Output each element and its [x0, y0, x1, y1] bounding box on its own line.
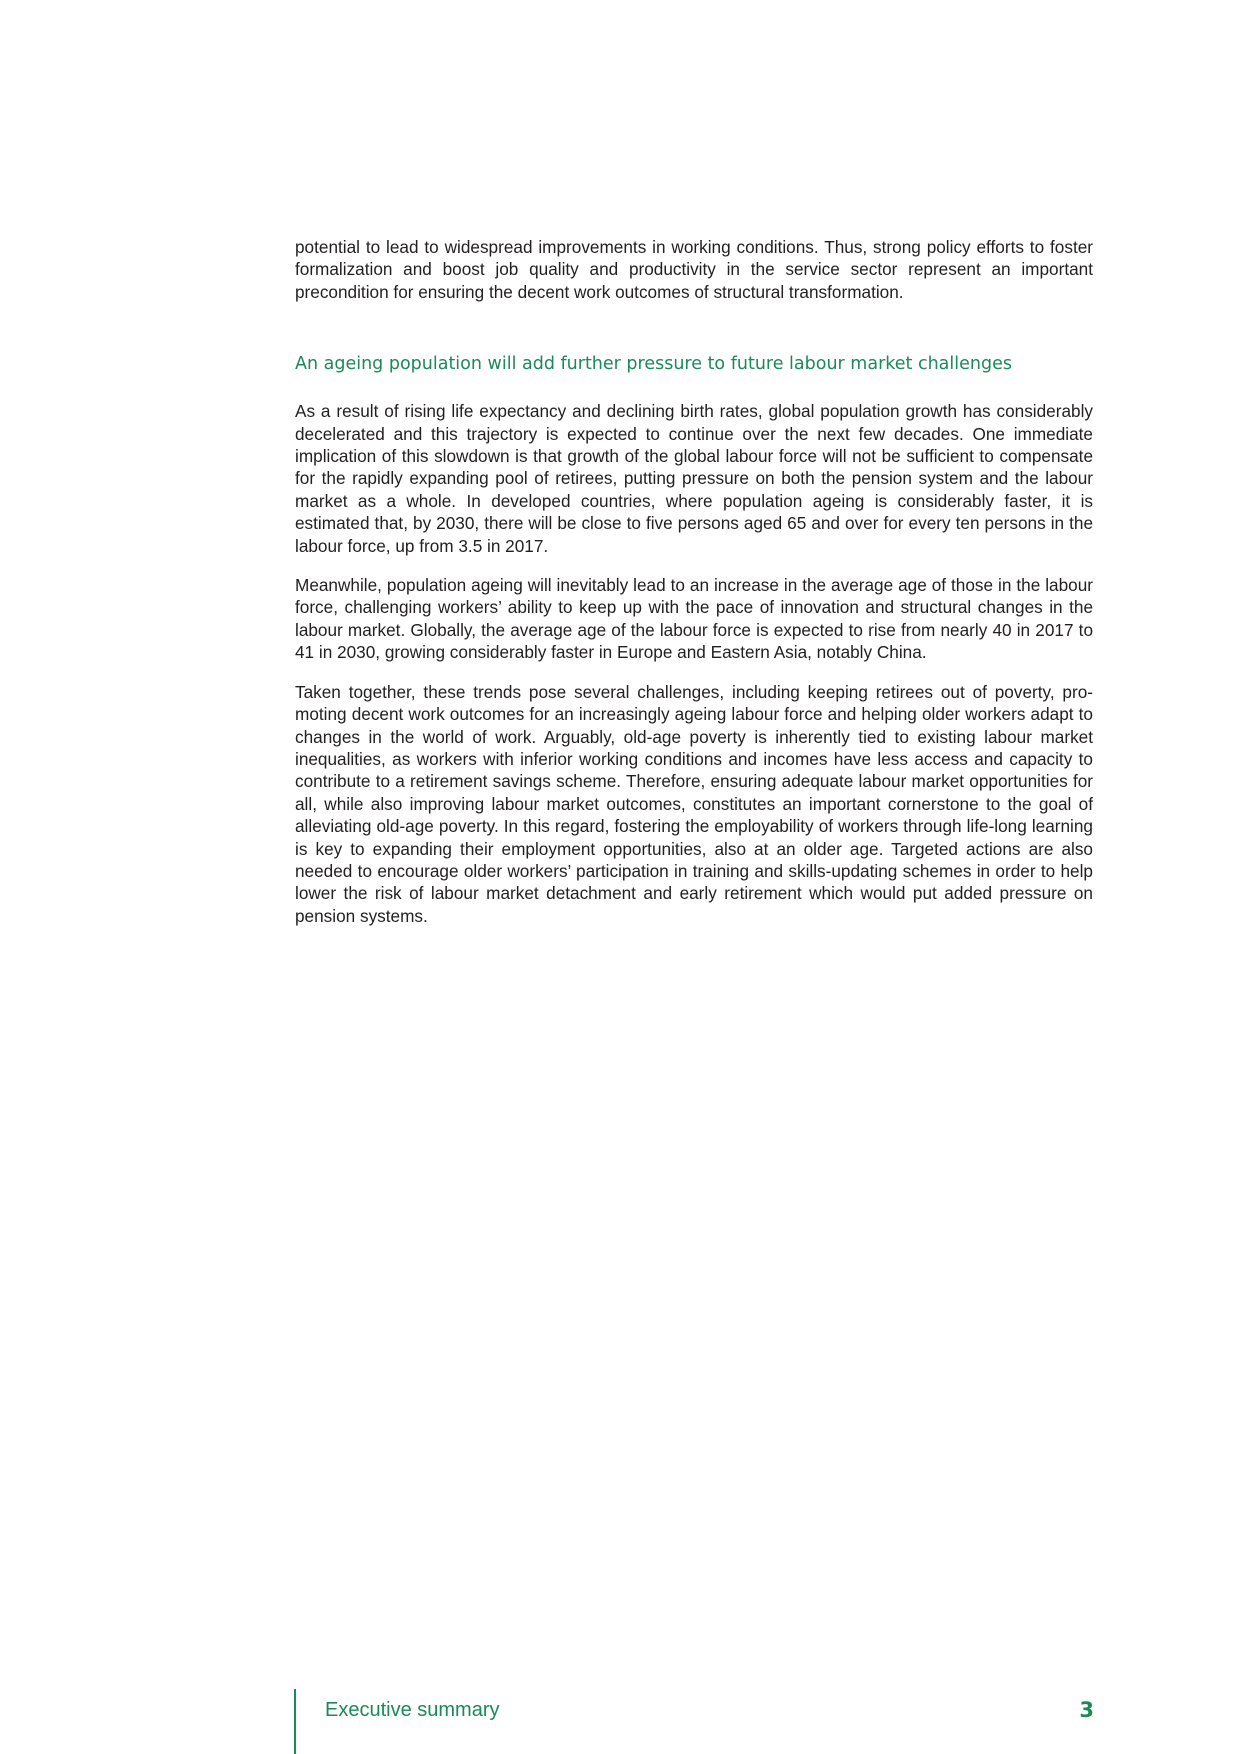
page-number: 3 — [1079, 1698, 1094, 1722]
footer-section-label: Executive summary — [325, 1699, 500, 1721]
page-content — [295, 236, 1093, 927]
footer-divider — [294, 1689, 296, 1754]
body-paragraph-2: Meanwhile, population ageing will inevitably lead to an increase in the average age of those in the labour force, challenging workers’ ability to keep up with the pace of innovation and structural changes in the labour market. Globally, the average age of the labour force is expected to rise from nearly 40 in 2017 to 41 in 2030, growing considerably faster in Europe and Eastern Asia, notably China. — [295, 575, 1093, 663]
section-heading: An ageing population will add further pressure to future labour market challenges — [295, 354, 1012, 375]
body-paragraph-3: Taken together, these trends pose several challenges, including keeping retirees out of poverty, promoting decent work outcomes for an increasingly ageing labour force and helping older workers adapt to changes in the world of work. Arguably, old-age poverty is inherently tied to existing labour market inequalities, as workers with inferior working conditions and incomes have less access and capacity to contribute to a retirement savings scheme. Therefore, ensuring adequate labour market opportunities for all, while also improving labour market outcomes, constitutes an important cornerstone to the goal of alleviating old-age poverty. In this regard, fostering the employability of workers through life-long learning is key to expanding their employment opportunities, also at an older age. Targeted actions are also needed to encourage older workers’ participation in training and skills-updating schemes in order to help lower the risk of labour market detachment and early retirement which would put added pressure on pension systems. — [295, 681, 1093, 926]
body-paragraph-1: As a result of rising life expectancy and declining birth rates, global population growth has considerably decelerated and this trajectory is expected to continue over the next few decades. One immediate implication of this slowdown is that growth of the global labour force will not be sufficient to compensate for the rapidly expanding pool of retirees, putting pressure on both the pension system and the labour market as a whole. In developed countries, where population ageing is considerably faster, it is estimated that, by 2030, there will be close to five persons aged 65 and over for every ten persons in the labour force, up from 3.5 in 2017. — [295, 401, 1093, 556]
lead-paragraph: potential to lead to widespread improvements in working conditions. Thus, strong policy efforts to foster formalization and boost job quality and productivity in the service sector represent an important precondition for ensuring the decent work outcomes of structural transformation. — [295, 237, 1093, 302]
page-footer — [294, 1689, 1094, 1754]
